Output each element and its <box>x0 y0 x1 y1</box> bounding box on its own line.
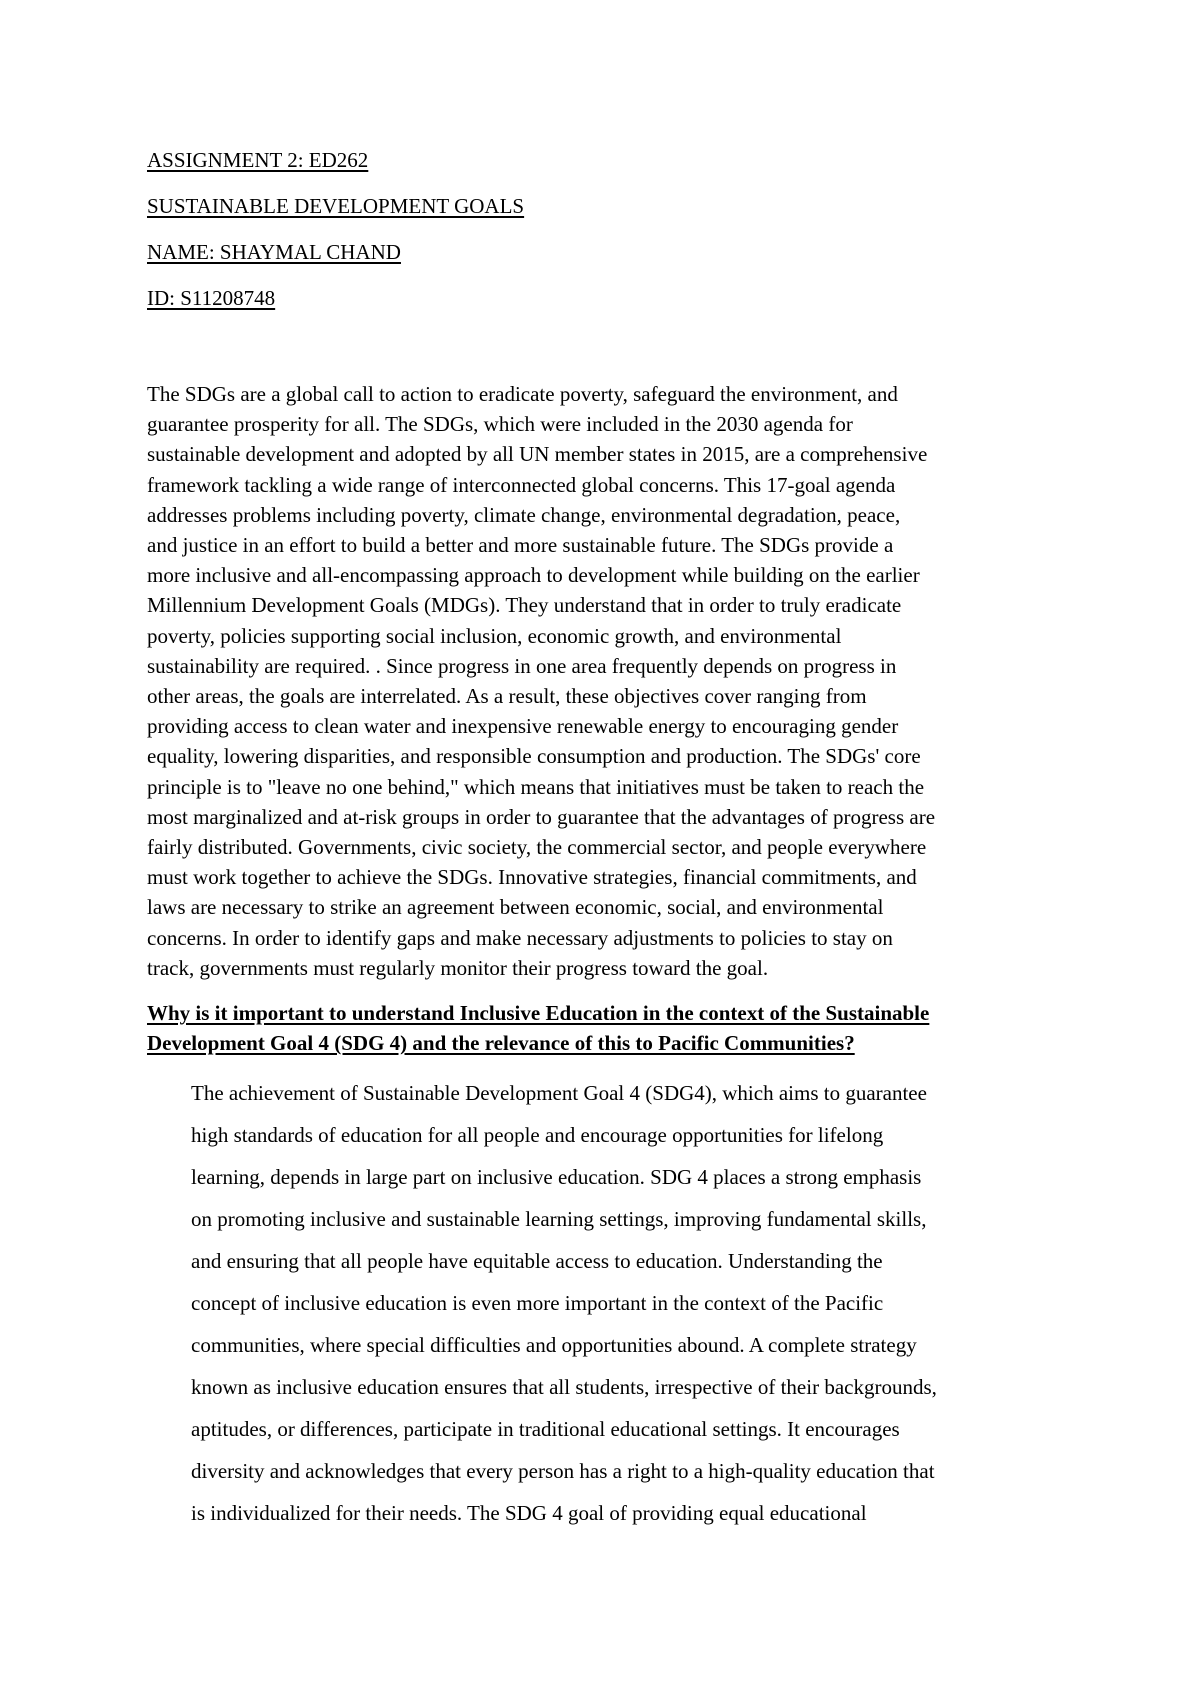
intro-line: sustainability are required. . Since progress in one area frequently depends on progress in <box>147 653 897 678</box>
student-id: ID: S11208748 <box>147 286 276 310</box>
intro-line: addresses problems including poverty, climate change, environmental degradation, peace, <box>147 502 901 527</box>
intro-line: Millennium Development Goals (MDGs). They understand that in order to truly eradicate <box>147 593 902 618</box>
intro-paragraph <box>147 379 1077 983</box>
intro-line: The SDGs are a global call to action to eradicate poverty, safeguard the environment, and <box>147 382 898 406</box>
body-line: known as inclusive education ensures that all students, irrespective of their backgrounds, <box>191 1375 937 1399</box>
body-paragraph <box>191 1072 1091 1534</box>
body-line: on promoting inclusive and sustainable learning settings, improving fundamental skills, <box>191 1207 927 1231</box>
intro-line: providing access to clean water and inexpensive renewable energy to encouraging gender <box>147 714 899 739</box>
intro-line: and justice in an effort to build a better and more sustainable future. The SDGs provide a <box>147 533 894 558</box>
body-line: communities, where special difficulties and opportunities abound. A complete strategy <box>191 1333 917 1357</box>
body-line: The achievement of Sustainable Development Goal 4 (SDG4), which aims to guarantee <box>191 1081 927 1105</box>
section-heading-line: Development Goal 4 (SDG 4) and the relevance of this to Pacific Communities? <box>147 1031 855 1055</box>
section-heading <box>147 998 1087 1058</box>
intro-line: framework tackling a wide range of interconnected global concerns. This 17-goal agenda <box>147 472 896 497</box>
intro-line: more inclusive and all-encompassing approach to development while building on the earlier <box>147 563 920 588</box>
body-line: is individualized for their needs. The SDG 4 goal of providing equal educational <box>191 1501 867 1525</box>
section-heading-line: Why is it important to understand Inclusive Education in the context of the Sustainable <box>147 1001 930 1025</box>
intro-line: poverty, policies supporting social inclusion, economic growth, and environmental <box>147 623 842 648</box>
body-line: diversity and acknowledges that every person has a right to a high-quality education that <box>191 1459 935 1483</box>
intro-line: other areas, the goals are interrelated. As a result, these objectives cover ranging from <box>147 684 867 709</box>
intro-line: track, governments must regularly monitor their progress toward the goal. <box>147 955 769 980</box>
intro-line: must work together to achieve the SDGs. Innovative strategies, financial commitments, and <box>147 865 917 890</box>
intro-line: laws are necessary to strike an agreement between economic, social, and environmental <box>147 895 884 920</box>
intro-line: sustainable development and adopted by all UN member states in 2015, are a comprehensive <box>147 442 928 467</box>
intro-line: equality, lowering disparities, and responsible consumption and production. The SDGs' core <box>147 744 921 769</box>
assignment-title: ASSIGNMENT 2: ED262 <box>147 148 369 172</box>
student-name: NAME: SHAYMAL CHAND <box>147 240 401 264</box>
intro-line: guarantee prosperity for all. The SDGs, which were included in the 2030 agenda for <box>147 412 853 437</box>
intro-line: principle is to "leave no one behind," which means that initiatives must be taken to reach the <box>147 774 925 799</box>
body-line: aptitudes, or differences, participate in traditional educational settings. It encourages <box>191 1417 900 1441</box>
body-line: learning, depends in large part on inclusive education. SDG 4 places a strong emphasis <box>191 1165 922 1189</box>
body-line: high standards of education for all people and encourage opportunities for lifelong <box>191 1123 884 1147</box>
intro-line: most marginalized and at-risk groups in order to guarantee that the advantages of progress are <box>147 804 936 829</box>
intro-line: concerns. In order to identify gaps and make necessary adjustments to policies to stay on <box>147 925 893 950</box>
body-line: and ensuring that all people have equitable access to education. Understanding the <box>191 1249 883 1273</box>
assignment-topic: SUSTAINABLE DEVELOPMENT GOALS <box>147 194 525 218</box>
body-line: concept of inclusive education is even more important in the context of the Pacific <box>191 1291 884 1315</box>
intro-line: fairly distributed. Governments, civic society, the commercial sector, and people everywhere <box>147 835 927 860</box>
